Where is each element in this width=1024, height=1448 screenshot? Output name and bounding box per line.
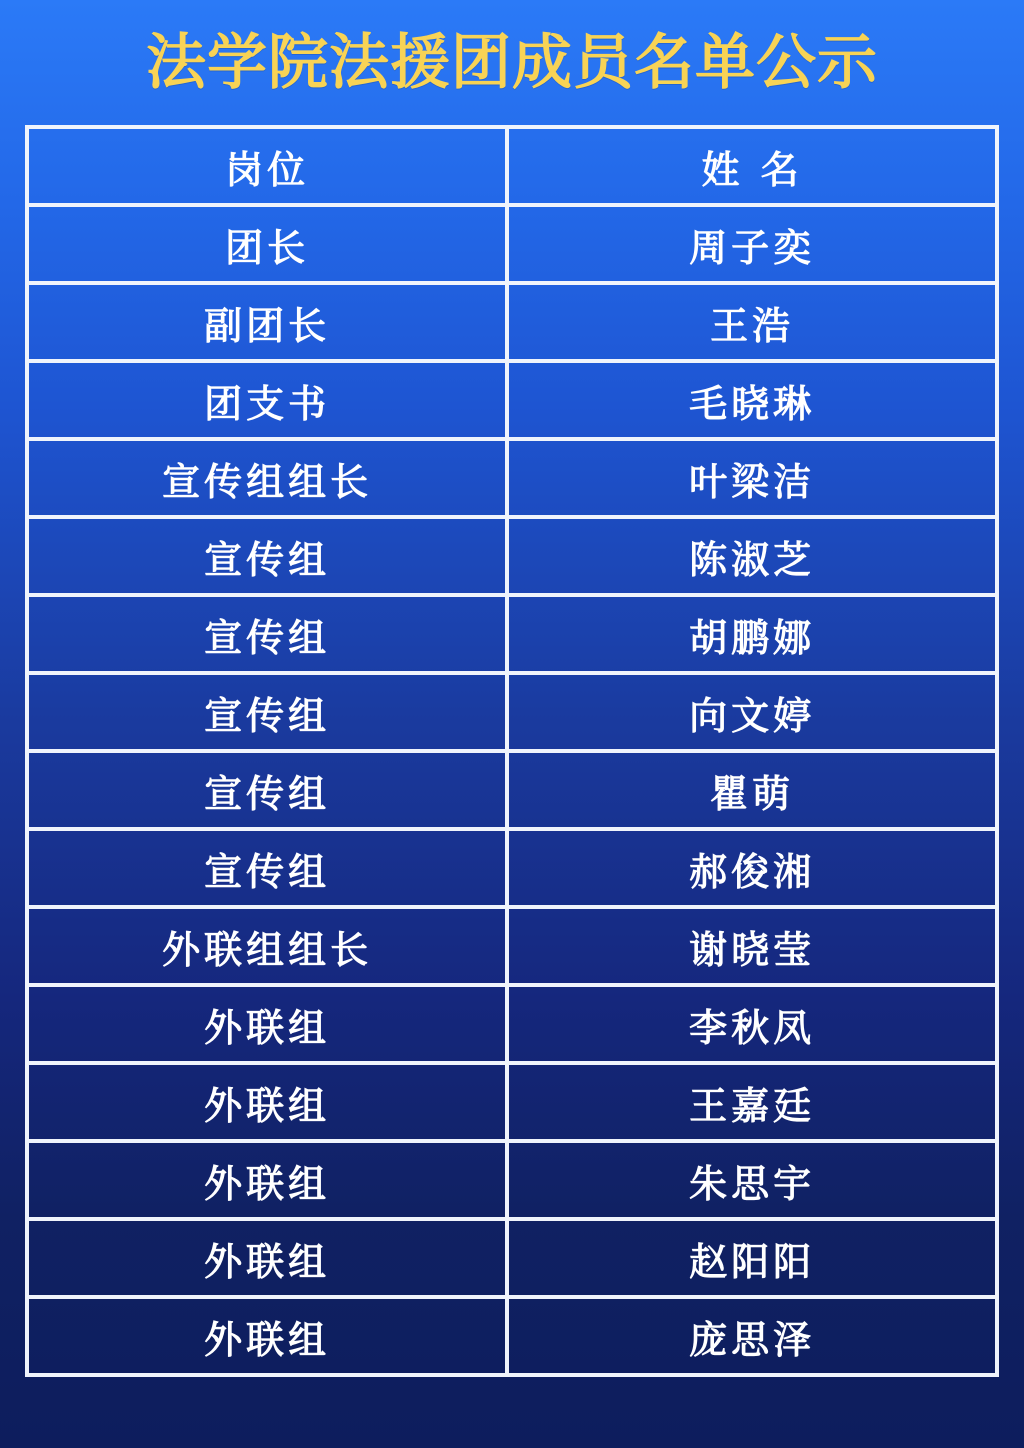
header-cell-name: 姓 名 [507, 127, 997, 205]
position-cell: 外联组 [27, 1063, 507, 1141]
name-cell: 向文婷 [507, 673, 997, 751]
table-row [27, 829, 997, 907]
name-cell: 赵阳阳 [507, 1219, 997, 1297]
page-title: 法学院法援团成员名单公示 [146, 27, 878, 98]
position-cell: 外联组 [27, 985, 507, 1063]
name-cell: 瞿萌 [507, 751, 997, 829]
table-row [27, 439, 997, 517]
position-cell: 副团长 [27, 283, 507, 361]
name-cell: 周子奕 [507, 205, 997, 283]
position-cell: 宣传组 [27, 595, 507, 673]
table-row [27, 751, 997, 829]
name-cell: 郝俊湘 [507, 829, 997, 907]
table-row [27, 1219, 997, 1297]
header-cell-position: 岗位 [27, 127, 507, 205]
table-row [27, 985, 997, 1063]
table-row [27, 283, 997, 361]
position-cell: 宣传组 [27, 673, 507, 751]
table-row [27, 595, 997, 673]
position-cell: 宣传组 [27, 829, 507, 907]
position-cell: 外联组 [27, 1219, 507, 1297]
name-cell: 谢晓莹 [507, 907, 997, 985]
table-row [27, 205, 997, 283]
position-cell: 团长 [27, 205, 507, 283]
name-cell: 王嘉廷 [507, 1063, 997, 1141]
position-cell: 宣传组 [27, 517, 507, 595]
name-cell: 胡鹏娜 [507, 595, 997, 673]
position-cell: 外联组组长 [27, 907, 507, 985]
position-cell: 宣传组 [27, 751, 507, 829]
name-cell: 叶梁洁 [507, 439, 997, 517]
table-row [27, 1141, 997, 1219]
position-cell: 外联组 [27, 1297, 507, 1375]
title-bar [0, 0, 1024, 125]
table-row [27, 1297, 997, 1375]
table-header-row [27, 127, 997, 205]
position-cell: 外联组 [27, 1141, 507, 1219]
table-row [27, 517, 997, 595]
name-cell: 朱思宇 [507, 1141, 997, 1219]
table-row [27, 1063, 997, 1141]
position-cell: 团支书 [27, 361, 507, 439]
name-cell: 毛晓琳 [507, 361, 997, 439]
name-cell: 庞思泽 [507, 1297, 997, 1375]
table-row [27, 673, 997, 751]
name-cell: 陈淑芝 [507, 517, 997, 595]
name-cell: 李秋凤 [507, 985, 997, 1063]
name-cell: 王浩 [507, 283, 997, 361]
position-cell: 宣传组组长 [27, 439, 507, 517]
member-roster-table [25, 125, 999, 1377]
table-row [27, 907, 997, 985]
table-row [27, 361, 997, 439]
